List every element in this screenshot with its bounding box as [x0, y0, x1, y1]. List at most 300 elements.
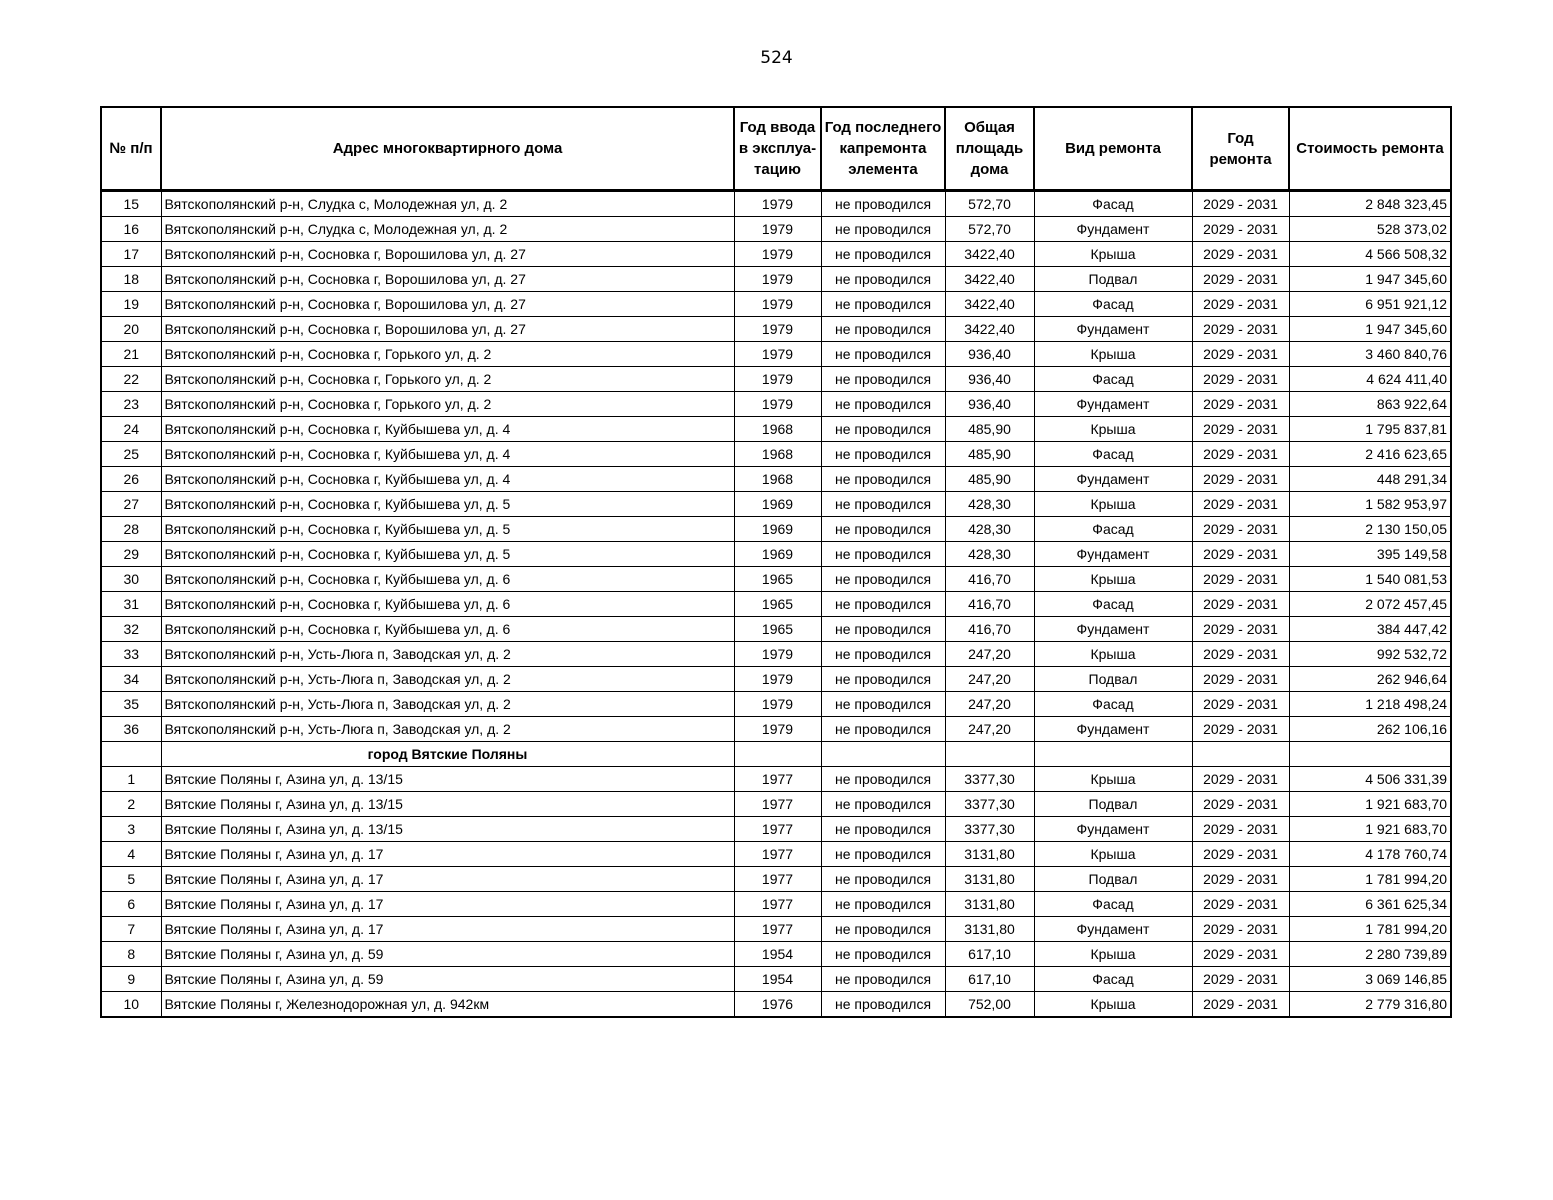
table-row [101, 792, 1451, 817]
cell-repair-year: 2029 - 2031 [1192, 692, 1289, 717]
cell-repair-year: 2029 - 2031 [1192, 792, 1289, 817]
cell-area: 3377,30 [945, 767, 1034, 792]
cell-repair-year: 2029 - 2031 [1192, 191, 1289, 217]
table-row [101, 342, 1451, 367]
cell-year-built: 1968 [734, 442, 821, 467]
cell-repair-type: Крыша [1034, 767, 1192, 792]
table-row [101, 717, 1451, 742]
cell-address: Вятские Поляны г, Азина ул, д. 17 [161, 842, 734, 867]
cell-repair-year: 2029 - 2031 [1192, 392, 1289, 417]
header-cost: Стоимость ремонта [1289, 107, 1451, 191]
table-row [101, 942, 1451, 967]
cell-year-built: 1969 [734, 542, 821, 567]
cell-area: 3422,40 [945, 267, 1034, 292]
empty-cell [101, 742, 161, 767]
cell-cost: 4 624 411,40 [1289, 367, 1451, 392]
cell-repair-year: 2029 - 2031 [1192, 542, 1289, 567]
cell-repair-type: Фундамент [1034, 317, 1192, 342]
table-row [101, 242, 1451, 267]
cell-address: Вятскополянский р-н, Сосновка г, Горького ул, д. 2 [161, 342, 734, 367]
cell-cost: 2 130 150,05 [1289, 517, 1451, 542]
cell-area: 247,20 [945, 692, 1034, 717]
cell-cost: 6 951 921,12 [1289, 292, 1451, 317]
table-body [101, 191, 1451, 1018]
cell-year-built: 1977 [734, 817, 821, 842]
table-row [101, 967, 1451, 992]
cell-last-repair: не проводился [821, 242, 945, 267]
cell-num: 21 [101, 342, 161, 367]
table-row [101, 592, 1451, 617]
header-repair-type: Вид ремонта [1034, 107, 1192, 191]
table-row [101, 817, 1451, 842]
cell-repair-year: 2029 - 2031 [1192, 492, 1289, 517]
cell-cost: 3 069 146,85 [1289, 967, 1451, 992]
table-row [101, 517, 1451, 542]
cell-last-repair: не проводился [821, 342, 945, 367]
cell-repair-type: Фасад [1034, 517, 1192, 542]
cell-area: 3377,30 [945, 817, 1034, 842]
cell-year-built: 1979 [734, 342, 821, 367]
cell-last-repair: не проводился [821, 817, 945, 842]
cell-area: 617,10 [945, 967, 1034, 992]
cell-repair-year: 2029 - 2031 [1192, 567, 1289, 592]
cell-repair-type: Фасад [1034, 592, 1192, 617]
cell-num: 24 [101, 417, 161, 442]
cell-area: 428,30 [945, 492, 1034, 517]
cell-repair-year: 2029 - 2031 [1192, 642, 1289, 667]
cell-area: 247,20 [945, 667, 1034, 692]
cell-num: 34 [101, 667, 161, 692]
cell-repair-type: Фундамент [1034, 617, 1192, 642]
cell-area: 247,20 [945, 717, 1034, 742]
cell-area: 3131,80 [945, 917, 1034, 942]
cell-address: Вятскополянский р-н, Слудка с, Молодежная ул, д. 2 [161, 217, 734, 242]
table-row [101, 642, 1451, 667]
cell-repair-type: Крыша [1034, 342, 1192, 367]
cell-cost: 395 149,58 [1289, 542, 1451, 567]
cell-last-repair: не проводился [821, 367, 945, 392]
cell-repair-type: Фасад [1034, 367, 1192, 392]
cell-year-built: 1979 [734, 392, 821, 417]
cell-repair-year: 2029 - 2031 [1192, 867, 1289, 892]
cell-cost: 2 416 623,65 [1289, 442, 1451, 467]
table-row [101, 191, 1451, 217]
cell-repair-type: Фундамент [1034, 717, 1192, 742]
table-row [101, 992, 1451, 1018]
cell-area: 3131,80 [945, 892, 1034, 917]
cell-cost: 1 947 345,60 [1289, 317, 1451, 342]
cell-repair-year: 2029 - 2031 [1192, 592, 1289, 617]
cell-cost: 2 280 739,89 [1289, 942, 1451, 967]
cell-repair-year: 2029 - 2031 [1192, 242, 1289, 267]
cell-last-repair: не проводился [821, 842, 945, 867]
cell-last-repair: не проводился [821, 492, 945, 517]
cell-repair-type: Фасад [1034, 442, 1192, 467]
table-row [101, 892, 1451, 917]
cell-cost: 1 582 953,97 [1289, 492, 1451, 517]
cell-cost: 528 373,02 [1289, 217, 1451, 242]
cell-area: 936,40 [945, 392, 1034, 417]
cell-repair-year: 2029 - 2031 [1192, 892, 1289, 917]
cell-repair-year: 2029 - 2031 [1192, 942, 1289, 967]
cell-address: Вятскополянский р-н, Усть-Люга п, Заводская ул, д. 2 [161, 667, 734, 692]
cell-area: 572,70 [945, 217, 1034, 242]
cell-cost: 1 921 683,70 [1289, 817, 1451, 842]
cell-num: 5 [101, 867, 161, 892]
cell-year-built: 1965 [734, 567, 821, 592]
cell-year-built: 1954 [734, 942, 821, 967]
cell-repair-year: 2029 - 2031 [1192, 917, 1289, 942]
cell-cost: 4 506 331,39 [1289, 767, 1451, 792]
cell-num: 30 [101, 567, 161, 592]
cell-num: 25 [101, 442, 161, 467]
cell-last-repair: не проводился [821, 567, 945, 592]
cell-year-built: 1977 [734, 842, 821, 867]
header-area: Общая площадь дома [945, 107, 1034, 191]
cell-year-built: 1965 [734, 617, 821, 642]
cell-address: Вятские Поляны г, Азина ул, д. 13/15 [161, 767, 734, 792]
cell-address: Вятскополянский р-н, Сосновка г, Ворошилова ул, д. 27 [161, 267, 734, 292]
cell-num: 20 [101, 317, 161, 342]
cell-repair-type: Фасад [1034, 892, 1192, 917]
page-number: 524 [760, 48, 793, 68]
cell-repair-year: 2029 - 2031 [1192, 617, 1289, 642]
cell-address: Вятские Поляны г, Азина ул, д. 17 [161, 867, 734, 892]
cell-address: Вятскополянский р-н, Сосновка г, Куйбышева ул, д. 6 [161, 592, 734, 617]
cell-num: 36 [101, 717, 161, 742]
cell-address: Вятскополянский р-н, Сосновка г, Ворошилова ул, д. 27 [161, 242, 734, 267]
cell-repair-type: Крыша [1034, 492, 1192, 517]
table-row [101, 842, 1451, 867]
cell-area: 485,90 [945, 442, 1034, 467]
cell-last-repair: не проводился [821, 767, 945, 792]
cell-address: Вятскополянский р-н, Усть-Люга п, Заводская ул, д. 2 [161, 692, 734, 717]
cell-num: 9 [101, 967, 161, 992]
cell-num: 10 [101, 992, 161, 1018]
empty-cell [1034, 742, 1192, 767]
cell-repair-year: 2029 - 2031 [1192, 267, 1289, 292]
cell-cost: 6 361 625,34 [1289, 892, 1451, 917]
table-row [101, 492, 1451, 517]
cell-last-repair: не проводился [821, 392, 945, 417]
cell-address: Вятскополянский р-н, Сосновка г, Куйбышева ул, д. 6 [161, 567, 734, 592]
cell-area: 617,10 [945, 942, 1034, 967]
table-row [101, 692, 1451, 717]
cell-year-built: 1977 [734, 792, 821, 817]
cell-area: 572,70 [945, 191, 1034, 217]
cell-address: Вятскополянский р-н, Усть-Люга п, Заводская ул, д. 2 [161, 717, 734, 742]
cell-num: 29 [101, 542, 161, 567]
cell-area: 416,70 [945, 567, 1034, 592]
cell-area: 936,40 [945, 342, 1034, 367]
cell-year-built: 1979 [734, 191, 821, 217]
cell-cost: 992 532,72 [1289, 642, 1451, 667]
cell-repair-type: Фундамент [1034, 467, 1192, 492]
cell-address: Вятскополянский р-н, Сосновка г, Куйбышева ул, д. 5 [161, 517, 734, 542]
table-header [101, 107, 1451, 191]
cell-address: Вятскополянский р-н, Сосновка г, Горького ул, д. 2 [161, 367, 734, 392]
table-row [101, 867, 1451, 892]
cell-year-built: 1977 [734, 767, 821, 792]
cell-cost: 2 779 316,80 [1289, 992, 1451, 1018]
cell-last-repair: не проводился [821, 917, 945, 942]
cell-year-built: 1979 [734, 267, 821, 292]
cell-num: 8 [101, 942, 161, 967]
cell-repair-type: Фасад [1034, 191, 1192, 217]
cell-last-repair: не проводился [821, 267, 945, 292]
cell-repair-year: 2029 - 2031 [1192, 342, 1289, 367]
cell-last-repair: не проводился [821, 592, 945, 617]
empty-cell [1192, 742, 1289, 767]
cell-repair-year: 2029 - 2031 [1192, 292, 1289, 317]
table-row [101, 467, 1451, 492]
section-header-row [101, 742, 1451, 767]
cell-address: Вятские Поляны г, Азина ул, д. 17 [161, 892, 734, 917]
cell-address: Вятскополянский р-н, Сосновка г, Горького ул, д. 2 [161, 392, 734, 417]
cell-num: 4 [101, 842, 161, 867]
cell-repair-type: Фундамент [1034, 817, 1192, 842]
cell-repair-type: Подвал [1034, 792, 1192, 817]
cell-address: Вятские Поляны г, Азина ул, д. 17 [161, 917, 734, 942]
cell-year-built: 1968 [734, 417, 821, 442]
cell-area: 428,30 [945, 542, 1034, 567]
cell-year-built: 1979 [734, 717, 821, 742]
cell-address: Вятские Поляны г, Азина ул, д. 13/15 [161, 792, 734, 817]
cell-num: 6 [101, 892, 161, 917]
cell-area: 485,90 [945, 417, 1034, 442]
cell-area: 247,20 [945, 642, 1034, 667]
cell-cost: 1 218 498,24 [1289, 692, 1451, 717]
cell-address: Вятскополянский р-н, Сосновка г, Куйбышева ул, д. 5 [161, 492, 734, 517]
cell-last-repair: не проводился [821, 642, 945, 667]
cell-address: Вятские Поляны г, Азина ул, д. 13/15 [161, 817, 734, 842]
cell-cost: 863 922,64 [1289, 392, 1451, 417]
cell-address: Вятскополянский р-н, Сосновка г, Ворошилова ул, д. 27 [161, 292, 734, 317]
cell-repair-type: Фасад [1034, 292, 1192, 317]
cell-last-repair: не проводился [821, 467, 945, 492]
cell-address: Вятскополянский р-н, Сосновка г, Ворошилова ул, д. 27 [161, 317, 734, 342]
cell-repair-year: 2029 - 2031 [1192, 667, 1289, 692]
cell-year-built: 1977 [734, 892, 821, 917]
cell-last-repair: не проводился [821, 717, 945, 742]
cell-address: Вятскополянский р-н, Сосновка г, Куйбышева ул, д. 5 [161, 542, 734, 567]
cell-address: Вятскополянский р-н, Сосновка г, Куйбышева ул, д. 6 [161, 617, 734, 642]
cell-num: 17 [101, 242, 161, 267]
cell-repair-year: 2029 - 2031 [1192, 417, 1289, 442]
cell-num: 22 [101, 367, 161, 392]
header-address: Адрес многоквартирного дома [161, 107, 734, 191]
cell-repair-year: 2029 - 2031 [1192, 992, 1289, 1018]
cell-last-repair: не проводился [821, 517, 945, 542]
cell-repair-year: 2029 - 2031 [1192, 317, 1289, 342]
cell-area: 485,90 [945, 467, 1034, 492]
cell-cost: 262 106,16 [1289, 717, 1451, 742]
cell-repair-year: 2029 - 2031 [1192, 217, 1289, 242]
cell-year-built: 1968 [734, 467, 821, 492]
cell-repair-type: Крыша [1034, 642, 1192, 667]
cell-num: 23 [101, 392, 161, 417]
cell-num: 31 [101, 592, 161, 617]
table-row [101, 267, 1451, 292]
cell-repair-year: 2029 - 2031 [1192, 717, 1289, 742]
cell-address: Вятскополянский р-н, Усть-Люга п, Заводская ул, д. 2 [161, 642, 734, 667]
cell-repair-year: 2029 - 2031 [1192, 442, 1289, 467]
cell-year-built: 1979 [734, 692, 821, 717]
cell-repair-type: Фундамент [1034, 917, 1192, 942]
cell-repair-year: 2029 - 2031 [1192, 517, 1289, 542]
cell-year-built: 1979 [734, 667, 821, 692]
cell-address: Вятские Поляны г, Азина ул, д. 59 [161, 942, 734, 967]
cell-last-repair: не проводился [821, 542, 945, 567]
cell-num: 1 [101, 767, 161, 792]
cell-year-built: 1965 [734, 592, 821, 617]
table-row [101, 617, 1451, 642]
cell-last-repair: не проводился [821, 191, 945, 217]
cell-num: 27 [101, 492, 161, 517]
empty-cell [945, 742, 1034, 767]
cell-repair-type: Крыша [1034, 417, 1192, 442]
cell-repair-type: Фасад [1034, 692, 1192, 717]
cell-address: Вятскополянский р-н, Слудка с, Молодежная ул, д. 2 [161, 191, 734, 217]
cell-last-repair: не проводился [821, 867, 945, 892]
cell-last-repair: не проводился [821, 892, 945, 917]
cell-last-repair: не проводился [821, 617, 945, 642]
cell-last-repair: не проводился [821, 442, 945, 467]
table-row [101, 417, 1451, 442]
cell-repair-type: Крыша [1034, 842, 1192, 867]
cell-cost: 384 447,42 [1289, 617, 1451, 642]
cell-num: 26 [101, 467, 161, 492]
cell-num: 35 [101, 692, 161, 717]
cell-last-repair: не проводился [821, 667, 945, 692]
table-row [101, 367, 1451, 392]
cell-year-built: 1979 [734, 642, 821, 667]
cell-year-built: 1977 [734, 917, 821, 942]
header-year-built: Год ввода в эксплуа-тацию [734, 107, 821, 191]
cell-address: Вятскополянский р-н, Сосновка г, Куйбышева ул, д. 4 [161, 442, 734, 467]
table-row [101, 917, 1451, 942]
cell-last-repair: не проводился [821, 417, 945, 442]
table-row [101, 567, 1451, 592]
repair-register-table [100, 106, 1452, 1018]
cell-year-built: 1979 [734, 242, 821, 267]
cell-repair-type: Фундамент [1034, 217, 1192, 242]
cell-repair-year: 2029 - 2031 [1192, 767, 1289, 792]
cell-year-built: 1969 [734, 517, 821, 542]
cell-repair-year: 2029 - 2031 [1192, 467, 1289, 492]
cell-year-built: 1977 [734, 867, 821, 892]
cell-year-built: 1979 [734, 317, 821, 342]
cell-num: 15 [101, 191, 161, 217]
section-title: город Вятские Поляны [161, 742, 734, 767]
table-row [101, 767, 1451, 792]
cell-area: 416,70 [945, 617, 1034, 642]
cell-cost: 1 540 081,53 [1289, 567, 1451, 592]
cell-repair-type: Подвал [1034, 267, 1192, 292]
cell-area: 3422,40 [945, 242, 1034, 267]
cell-cost: 2 848 323,45 [1289, 191, 1451, 217]
cell-cost: 1 781 994,20 [1289, 867, 1451, 892]
cell-cost: 1 781 994,20 [1289, 917, 1451, 942]
table-row [101, 542, 1451, 567]
table-row [101, 442, 1451, 467]
empty-cell [821, 742, 945, 767]
cell-address: Вятскополянский р-н, Сосновка г, Куйбышева ул, д. 4 [161, 467, 734, 492]
cell-cost: 4 566 508,32 [1289, 242, 1451, 267]
cell-cost: 262 946,64 [1289, 667, 1451, 692]
cell-year-built: 1979 [734, 292, 821, 317]
cell-repair-year: 2029 - 2031 [1192, 842, 1289, 867]
cell-num: 16 [101, 217, 161, 242]
cell-year-built: 1954 [734, 967, 821, 992]
cell-num: 7 [101, 917, 161, 942]
cell-repair-type: Подвал [1034, 867, 1192, 892]
cell-last-repair: не проводился [821, 942, 945, 967]
cell-cost: 4 178 760,74 [1289, 842, 1451, 867]
table-row [101, 317, 1451, 342]
cell-repair-type: Подвал [1034, 667, 1192, 692]
cell-year-built: 1979 [734, 217, 821, 242]
table-row [101, 392, 1451, 417]
cell-repair-year: 2029 - 2031 [1192, 817, 1289, 842]
cell-repair-type: Крыша [1034, 992, 1192, 1018]
cell-year-built: 1979 [734, 367, 821, 392]
table-row [101, 292, 1451, 317]
cell-area: 936,40 [945, 367, 1034, 392]
cell-repair-type: Фасад [1034, 967, 1192, 992]
cell-repair-type: Фундамент [1034, 542, 1192, 567]
cell-cost: 2 072 457,45 [1289, 592, 1451, 617]
cell-repair-type: Крыша [1034, 942, 1192, 967]
cell-last-repair: не проводился [821, 292, 945, 317]
cell-repair-type: Фундамент [1034, 392, 1192, 417]
cell-repair-type: Крыша [1034, 567, 1192, 592]
empty-cell [734, 742, 821, 767]
cell-repair-year: 2029 - 2031 [1192, 967, 1289, 992]
cell-cost: 1 795 837,81 [1289, 417, 1451, 442]
empty-cell [1289, 742, 1451, 767]
cell-last-repair: не проводился [821, 992, 945, 1018]
cell-area: 3131,80 [945, 867, 1034, 892]
cell-num: 32 [101, 617, 161, 642]
cell-last-repair: не проводился [821, 967, 945, 992]
cell-num: 33 [101, 642, 161, 667]
header-repair-year: Год ремонта [1192, 107, 1289, 191]
cell-area: 3377,30 [945, 792, 1034, 817]
cell-repair-type: Крыша [1034, 242, 1192, 267]
cell-last-repair: не проводился [821, 317, 945, 342]
cell-cost: 1 947 345,60 [1289, 267, 1451, 292]
cell-num: 28 [101, 517, 161, 542]
cell-num: 2 [101, 792, 161, 817]
cell-num: 3 [101, 817, 161, 842]
cell-last-repair: не проводился [821, 217, 945, 242]
cell-area: 416,70 [945, 592, 1034, 617]
cell-repair-year: 2029 - 2031 [1192, 367, 1289, 392]
cell-year-built: 1969 [734, 492, 821, 517]
cell-year-built: 1976 [734, 992, 821, 1018]
cell-cost: 3 460 840,76 [1289, 342, 1451, 367]
cell-area: 428,30 [945, 517, 1034, 542]
cell-last-repair: не проводился [821, 692, 945, 717]
cell-address: Вятские Поляны г, Азина ул, д. 59 [161, 967, 734, 992]
cell-cost: 1 921 683,70 [1289, 792, 1451, 817]
cell-area: 3131,80 [945, 842, 1034, 867]
cell-area: 3422,40 [945, 292, 1034, 317]
header-last-repair: Год последнего капремонта элемента [821, 107, 945, 191]
header-num: № п/п [101, 107, 161, 191]
cell-area: 3422,40 [945, 317, 1034, 342]
